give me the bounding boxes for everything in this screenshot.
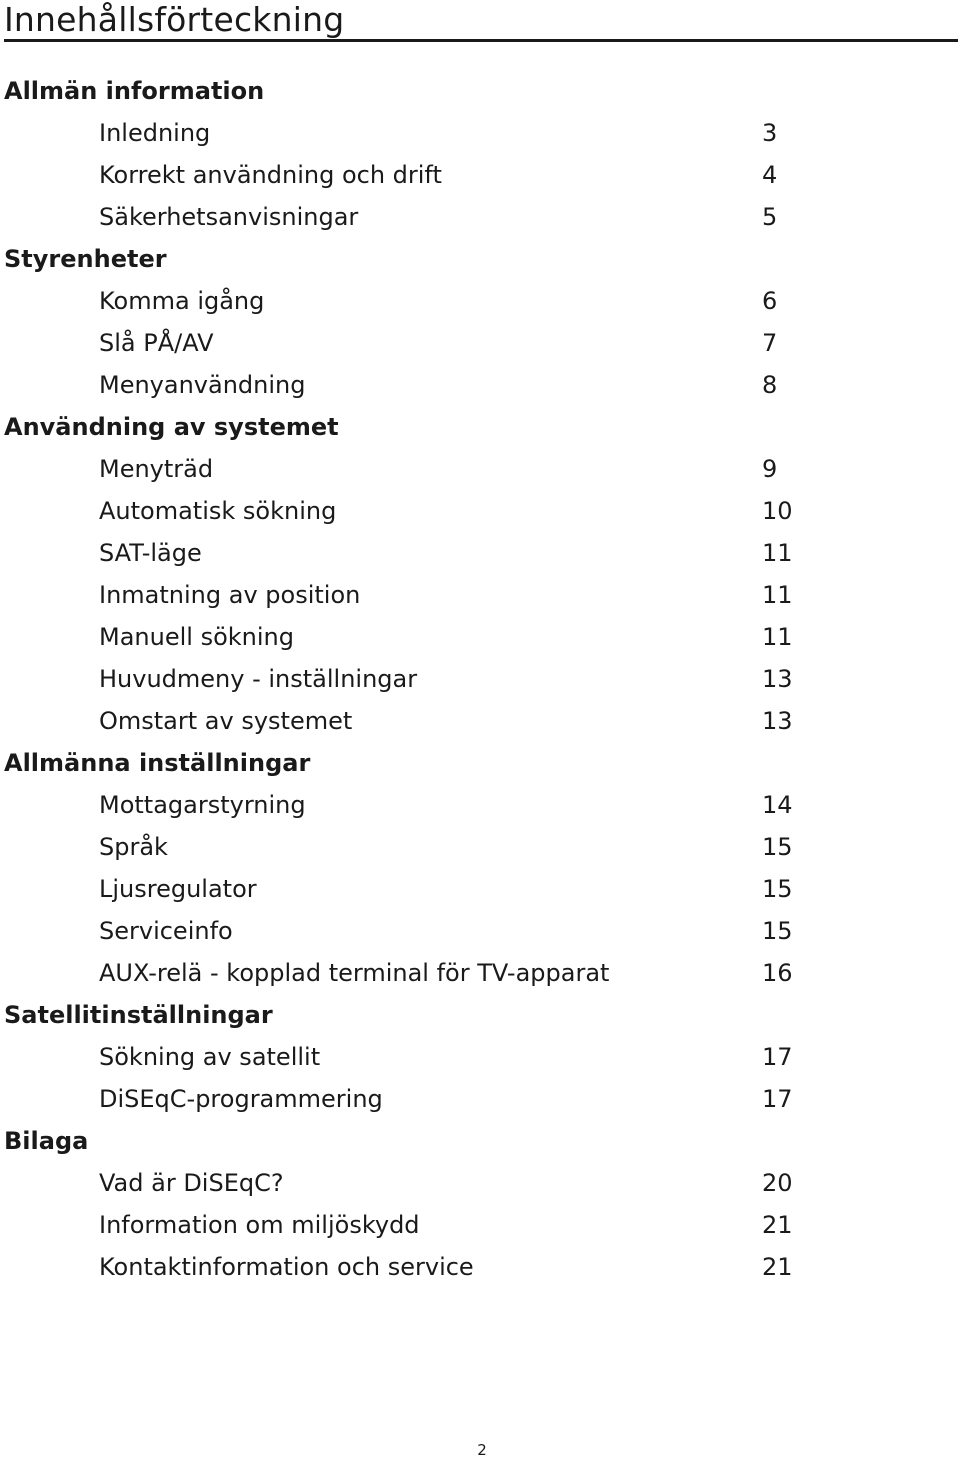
toc-section — [0, 70, 960, 238]
toc-entry-page-number: 11 — [762, 581, 793, 609]
toc-entry-label: Information om miljöskydd — [99, 1211, 420, 1239]
toc-entry-page-number: 9 — [762, 455, 778, 483]
toc-entry-label: Huvudmeny - inställningar — [99, 665, 418, 693]
toc-entry[interactable] — [0, 784, 960, 826]
toc-entry[interactable] — [0, 532, 960, 574]
toc-entry-label: DiSEqC-programmering — [99, 1085, 383, 1113]
toc-entry-page-number: 15 — [762, 875, 793, 903]
toc-entry-label: Serviceinfo — [99, 917, 233, 945]
toc-entry-page-number: 14 — [762, 791, 793, 819]
toc-entry-label: Slå PÅ/AV — [99, 329, 214, 357]
toc-section — [0, 406, 960, 742]
toc-section-heading: Styrenheter — [4, 245, 167, 273]
toc-entry-page-number: 8 — [762, 371, 778, 399]
title-underline — [4, 39, 958, 42]
toc-entry-page-number: 11 — [762, 539, 793, 567]
toc-entry-label: Korrekt användning och drift — [99, 161, 442, 189]
toc-entry-label: Mottagarstyrning — [99, 791, 306, 819]
toc-entry-label: Menyanvändning — [99, 371, 306, 399]
toc-entry-label: Inmatning av position — [99, 581, 361, 609]
toc-entry-label: Inledning — [99, 119, 211, 147]
toc-entry[interactable] — [0, 910, 960, 952]
toc-entry-label: Omstart av systemet — [99, 707, 353, 735]
toc-entry[interactable] — [0, 322, 960, 364]
toc-entry-page-number: 16 — [762, 959, 793, 987]
toc-entry-label: Menyträd — [99, 455, 214, 483]
toc-entry-label: Kontaktinformation och service — [99, 1253, 474, 1281]
toc-entry[interactable] — [0, 1078, 960, 1120]
toc-entry-label: AUX-relä - kopplad terminal för TV-apparat — [99, 959, 610, 987]
toc-entry[interactable] — [0, 1204, 960, 1246]
toc-entry-page-number: 17 — [762, 1085, 793, 1113]
toc-entry[interactable] — [0, 1036, 960, 1078]
toc-entry-page-number: 11 — [762, 623, 793, 651]
toc-section-heading: Allmän information — [4, 77, 265, 105]
toc-entry[interactable] — [0, 280, 960, 322]
toc-entry[interactable] — [0, 658, 960, 700]
toc-entry[interactable] — [0, 952, 960, 994]
toc-entry-page-number: 7 — [762, 329, 778, 357]
page-title: Innehållsförteckning — [4, 0, 345, 39]
toc-section — [0, 742, 960, 994]
toc-entry-label: SAT-läge — [99, 539, 202, 567]
toc-entry[interactable] — [0, 868, 960, 910]
toc-entry[interactable] — [0, 616, 960, 658]
toc-entry-label: Säkerhetsanvisningar — [99, 203, 359, 231]
toc-entry-page-number: 10 — [762, 497, 793, 525]
toc-entry-page-number: 13 — [762, 707, 793, 735]
toc-section-heading: Allmänna inställningar — [4, 749, 311, 777]
toc-section — [0, 238, 960, 406]
toc-entry-page-number: 3 — [762, 119, 778, 147]
toc-entry[interactable] — [0, 112, 960, 154]
toc-entry[interactable] — [0, 1246, 960, 1288]
toc-entry-page-number: 21 — [762, 1211, 793, 1239]
toc-section-heading: Användning av systemet — [4, 413, 339, 441]
toc-entry[interactable] — [0, 700, 960, 742]
toc-entry[interactable] — [0, 154, 960, 196]
toc-entry[interactable] — [0, 574, 960, 616]
table-of-contents — [0, 70, 960, 1288]
toc-entry[interactable] — [0, 1162, 960, 1204]
toc-entry-label: Komma igång — [99, 287, 265, 315]
toc-entry-label: Automatisk sökning — [99, 497, 337, 525]
toc-entry[interactable] — [0, 448, 960, 490]
toc-entry-page-number: 5 — [762, 203, 778, 231]
toc-section — [0, 1120, 960, 1288]
toc-entry-page-number: 17 — [762, 1043, 793, 1071]
toc-entry-page-number: 4 — [762, 161, 778, 189]
toc-entry-label: Vad är DiSEqC? — [99, 1169, 284, 1197]
toc-entry[interactable] — [0, 196, 960, 238]
toc-entry-label: Språk — [99, 833, 168, 861]
toc-entry-page-number: 15 — [762, 833, 793, 861]
toc-entry-page-number: 21 — [762, 1253, 793, 1281]
page-number: 2 — [477, 1441, 487, 1459]
toc-entry-label: Ljusregulator — [99, 875, 257, 903]
toc-entry[interactable] — [0, 826, 960, 868]
toc-section-heading: Satellitinställningar — [4, 1001, 273, 1029]
toc-entry-page-number: 15 — [762, 917, 793, 945]
toc-section-heading: Bilaga — [4, 1127, 89, 1155]
toc-entry[interactable] — [0, 364, 960, 406]
toc-entry-page-number: 20 — [762, 1169, 793, 1197]
toc-entry-page-number: 6 — [762, 287, 778, 315]
toc-entry-label: Manuell sökning — [99, 623, 294, 651]
toc-entry-page-number: 13 — [762, 665, 793, 693]
toc-entry-label: Sökning av satellit — [99, 1043, 321, 1071]
toc-entry[interactable] — [0, 490, 960, 532]
toc-section — [0, 994, 960, 1120]
